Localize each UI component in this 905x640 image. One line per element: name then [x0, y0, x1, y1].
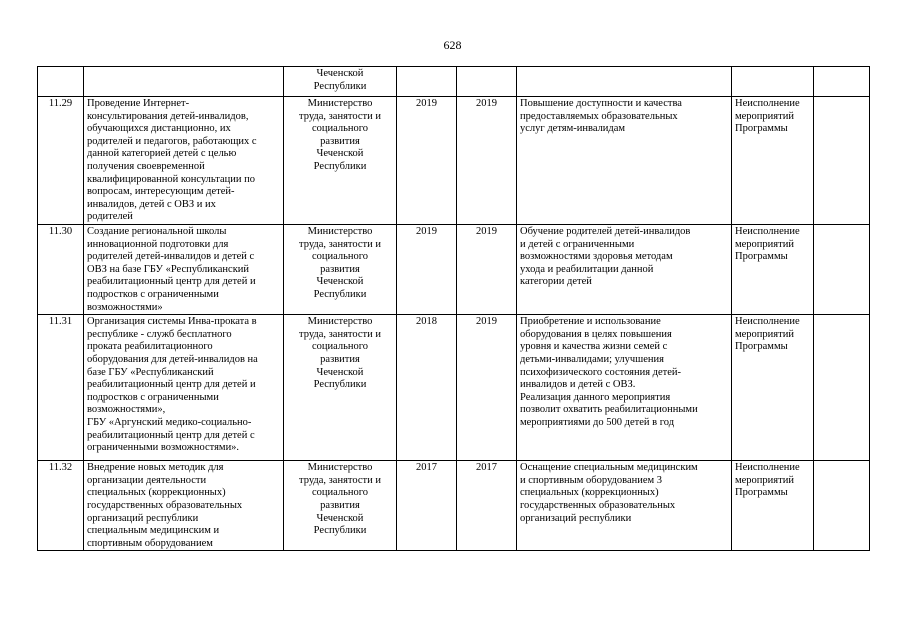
- empty-cell: [814, 225, 870, 315]
- text-line: Реализация данного мероприятия: [520, 391, 671, 403]
- empty-cell: [814, 315, 870, 461]
- text-line: труда, занятости и: [298, 110, 381, 122]
- text-line: мероприятий: [735, 238, 794, 250]
- row-number: 11.30: [38, 225, 84, 315]
- text-line: Проведение Интернет-: [87, 98, 190, 109]
- result-text: [517, 225, 732, 315]
- text-line: категории детей: [520, 276, 592, 288]
- text-line: Приобретение и использование: [520, 316, 661, 328]
- table-row: [38, 225, 870, 315]
- text-line: ухода и реабилитации данной: [520, 263, 654, 275]
- consequence-text: [732, 67, 814, 97]
- table-row: [38, 461, 870, 551]
- text-line: и спортивным оборудованием 3: [520, 474, 663, 486]
- text-line: государственных образовательных: [520, 499, 676, 511]
- result-text: [517, 67, 732, 97]
- text-line: Чеченской: [316, 366, 364, 378]
- text-line: труда, занятости и: [298, 238, 381, 250]
- text-line: спортивным оборудованием: [87, 537, 213, 549]
- responsible-text: [284, 225, 397, 315]
- text-line: Неисполнение: [735, 98, 800, 109]
- text-line: социального: [311, 251, 369, 263]
- start-year: 2019: [397, 225, 457, 315]
- consequence-text: [732, 97, 814, 225]
- text-line: Министерство: [307, 226, 373, 237]
- text-line: развития: [320, 263, 360, 275]
- text-line: организации деятельности: [87, 474, 207, 486]
- text-line: мероприятиями до 500 детей в год: [520, 416, 675, 428]
- end-year: 2017: [457, 461, 517, 551]
- text-line: предоставляемых образовательных: [520, 110, 678, 122]
- text-line: Повышение доступности и качества: [520, 98, 682, 109]
- text-line: родителей и педагогов, работающих с: [87, 135, 257, 147]
- measure-text: [84, 97, 284, 225]
- text-line: Неисполнение: [735, 462, 800, 474]
- empty-cell: [814, 461, 870, 551]
- text-line: оборудования для детей-инвалидов на: [87, 353, 258, 365]
- text-line: Министерство: [307, 462, 373, 474]
- responsible-text: [284, 461, 397, 551]
- text-line: инвалидов, детей с ОВЗ и их: [87, 198, 216, 210]
- start-year: 2019: [397, 97, 457, 225]
- text-line: Министерство: [307, 316, 373, 328]
- text-line: Чеченской: [316, 512, 364, 524]
- responsible-text: [284, 315, 397, 461]
- result-text: [517, 461, 732, 551]
- text-line: Республики: [313, 80, 367, 92]
- text-line: получения своевременной: [87, 160, 205, 172]
- text-line: Неисполнение: [735, 316, 800, 328]
- end-year: 2019: [457, 225, 517, 315]
- table-row: [38, 67, 870, 97]
- text-line: возможностями»,: [87, 404, 166, 416]
- text-line: мероприятий: [735, 110, 794, 122]
- text-line: мероприятий: [735, 328, 794, 340]
- text-line: услуг детям-инвалидам: [520, 123, 626, 135]
- text-line: развития: [320, 499, 360, 511]
- text-line: консультирования детей-инвалидов,: [87, 110, 249, 122]
- text-line: Внедрение новых методик для: [87, 462, 224, 474]
- consequence-text: [732, 315, 814, 461]
- empty-cell: [814, 97, 870, 225]
- text-line: труда, занятости и: [298, 474, 381, 486]
- start-year: 2017: [397, 461, 457, 551]
- responsible-text: [284, 67, 397, 97]
- text-line: Создание региональной школы: [87, 226, 227, 237]
- text-line: ОВЗ на базе ГБУ «Республиканский: [87, 263, 250, 275]
- text-line: подростков с ограниченными: [87, 391, 219, 403]
- text-line: Неисполнение: [735, 226, 800, 237]
- text-line: ГБУ «Аргунский медико-социально-: [87, 416, 252, 428]
- text-line: инвалидов и детей с ОВЗ.: [520, 379, 636, 391]
- text-line: возможностями здоровья методам: [520, 251, 673, 263]
- text-line: развития: [320, 135, 360, 147]
- text-line: социального: [311, 487, 369, 499]
- text-line: Республики: [313, 379, 367, 391]
- text-line: проката реабилитационного: [87, 341, 213, 353]
- text-line: Министерство: [307, 98, 373, 109]
- row-number: 11.32: [38, 461, 84, 551]
- measure-text: [84, 225, 284, 315]
- text-line: республике - служб бесплатного: [87, 328, 232, 340]
- text-line: специальным медицинским и: [87, 525, 220, 537]
- measure-text: [84, 461, 284, 551]
- text-line: вопросам, интересующим детей-: [87, 186, 235, 198]
- text-line: Обучение родителей детей-инвалидов: [520, 226, 691, 237]
- text-line: возможностями»: [87, 301, 163, 313]
- row-number: 11.31: [38, 315, 84, 461]
- text-line: Чеченской: [316, 148, 364, 160]
- text-line: государственных образовательных: [87, 499, 243, 511]
- text-line: и детей с ограниченными: [520, 238, 635, 250]
- text-line: Программы: [735, 123, 788, 135]
- text-line: организаций республики: [520, 512, 632, 524]
- text-line: детьми-инвалидами; улучшения: [520, 353, 664, 365]
- measure-text: [84, 315, 284, 461]
- text-line: Программы: [735, 251, 788, 263]
- text-line: развития: [320, 353, 360, 365]
- text-line: Чеченской: [316, 276, 364, 288]
- table-row: [38, 315, 870, 461]
- text-line: квалифицированной консультации по: [87, 173, 256, 185]
- consequence-text: [732, 225, 814, 315]
- text-line: подростков с ограниченными: [87, 288, 219, 300]
- result-text: [517, 97, 732, 225]
- consequence-text: [732, 461, 814, 551]
- row-number: [38, 67, 84, 97]
- measure-text: [84, 67, 284, 97]
- text-line: реабилитационный центр для детей и: [87, 276, 256, 288]
- text-line: Республики: [313, 160, 367, 172]
- result-text: [517, 315, 732, 461]
- text-line: специальных (коррекционных): [87, 487, 226, 499]
- text-line: инновационной подготовки для: [87, 238, 229, 250]
- text-line: труда, занятости и: [298, 328, 381, 340]
- text-line: позволит охватить реабилитационными: [520, 404, 698, 416]
- text-line: мероприятий: [735, 474, 794, 486]
- text-line: Республики: [313, 525, 367, 537]
- text-line: реабилитационный центр для детей с: [87, 429, 255, 441]
- table-row: [38, 97, 870, 225]
- page-number: 628: [443, 38, 462, 52]
- row-number: 11.29: [38, 97, 84, 225]
- table-body: [38, 67, 870, 551]
- text-line: социального: [311, 341, 369, 353]
- text-line: Организация системы Инва-проката в: [87, 316, 257, 328]
- text-line: специальных (коррекционных): [520, 487, 659, 499]
- empty-cell: [814, 67, 870, 97]
- text-line: ограниченными возможностями».: [87, 442, 240, 454]
- start-year: [397, 67, 457, 97]
- end-year: 2019: [457, 315, 517, 461]
- end-year: [457, 67, 517, 97]
- text-line: базе ГБУ «Республиканский: [87, 366, 214, 378]
- text-line: социального: [311, 123, 369, 135]
- text-line: уровня и качества жизни семей с: [520, 341, 668, 353]
- text-line: Программы: [735, 487, 788, 499]
- text-line: обучающихся дистанционно, их: [87, 123, 231, 135]
- text-line: реабилитационный центр для детей и: [87, 379, 256, 391]
- text-line: оборудования в целях повышения: [520, 328, 672, 340]
- text-line: Программы: [735, 341, 788, 353]
- measures-table: [37, 66, 870, 551]
- text-line: данной категорией детей с целью: [87, 148, 237, 160]
- text-line: Чеченской: [316, 68, 364, 79]
- text-line: Оснащение специальным медицинским: [520, 462, 698, 474]
- text-line: психофизического состояния детей-: [520, 366, 682, 378]
- text-line: Республики: [313, 288, 367, 300]
- text-line: родителей: [87, 211, 133, 223]
- end-year: 2019: [457, 97, 517, 225]
- text-line: организаций республики: [87, 512, 199, 524]
- responsible-text: [284, 97, 397, 225]
- text-line: родителей детей-инвалидов и детей с: [87, 251, 255, 263]
- start-year: 2018: [397, 315, 457, 461]
